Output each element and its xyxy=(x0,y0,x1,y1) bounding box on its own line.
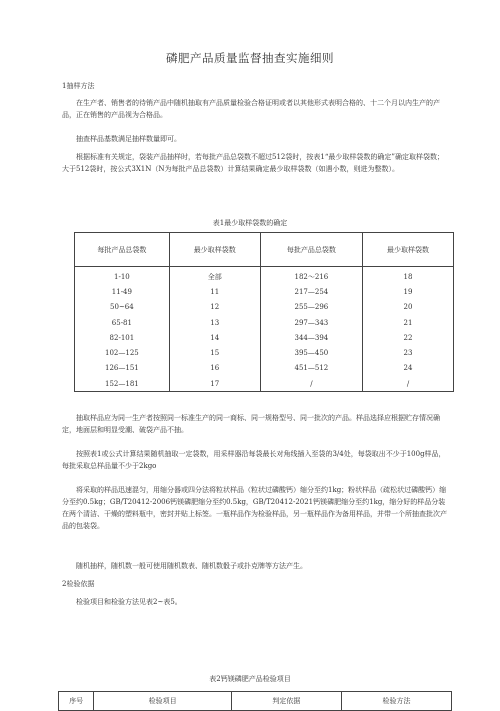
paragraph: 抽查样品基数满足抽样数量即可。 xyxy=(76,135,181,143)
table-2 xyxy=(58,691,452,711)
paragraph: 随机抽样，随机数一般可使用随机数表、随机数骰子或扑克牌等方法产生。 xyxy=(76,562,307,570)
table-cell: 152—181 xyxy=(75,376,170,392)
table-cell: 395—450 xyxy=(260,345,362,360)
table-cell: 255—296 xyxy=(260,300,362,315)
table-header-row xyxy=(59,692,452,711)
table-header-cell: 序号 xyxy=(59,692,94,711)
table-row xyxy=(75,300,454,315)
table-cell: 1-10 xyxy=(75,267,170,285)
table-cell: 20 xyxy=(363,300,454,315)
table-1-caption: 表1最少取样袋数的确定 xyxy=(212,219,288,227)
table-cell: / xyxy=(363,376,454,392)
paragraph: 检验项目和检验方法见表2~表5。 xyxy=(76,598,182,606)
table-cell: 297—343 xyxy=(260,315,362,330)
paragraph: 根据标准有关规定，袋装产品抽样时，若每批产品总袋数不超过512袋时，按表1“最少取样袋数的确定”确定取样袋数；大于512袋时，按公式3X1N（N为每批产品总袋数）计算结果确定最少取样袋数（如遇小数，则进为整数）。 xyxy=(62,153,444,173)
table-header-cell: 检验方法 xyxy=(341,692,451,711)
table-cell: 451—512 xyxy=(260,361,362,376)
table-cell: 126—151 xyxy=(75,361,170,376)
table-cell: 182～216 xyxy=(260,267,362,285)
table-cell: 17 xyxy=(169,376,260,392)
table-row xyxy=(75,345,454,360)
table-cell: 全部 xyxy=(169,267,260,285)
table-cell: 18 xyxy=(363,267,454,285)
table-cell: 14 xyxy=(169,330,260,345)
table-cell: 24 xyxy=(363,361,454,376)
table-cell: 12 xyxy=(169,300,260,315)
paragraph: 将采取的样品迅速混匀，用缩分器或四分法将粒状样品（粒状过磷酸钙）缩分至约1kg；粉状样品（疏松状过磷酸钙）缩分至约0.5kg；GB/T20412-2006钙镁磷肥缩分至约0.5kg，GB/T20412-2021钙镁磷肥缩分至约1kg，缩分好的样品分装在两个清洁、干燥的塑料瓶中，密封并贴上标签。一瓶样品作为检验样品，另一瓶样品作为备用样品，并带一个所抽查批次产品的包装袋。 xyxy=(62,486,447,530)
table-cell: 15 xyxy=(169,345,260,360)
table-cell: 217—254 xyxy=(260,284,362,299)
paragraph: 抽取样品应为同一生产者按照同一标准生产的同一商标、同一规格型号、同一批次的产品。样品选择应根据贮存情况确定，地面层和明显受潮、破袋产品不抽。 xyxy=(62,414,440,434)
table-row xyxy=(75,361,454,376)
table-header-row xyxy=(75,233,454,267)
paragraph: 按照表1或公式计算结果随机抽取一定袋数，用采样器沿每袋最长对角线插入至袋的3/4处，每袋取出不少于100g样品，每批采取总样品量不少于2kgo xyxy=(62,450,446,470)
table-cell: 21 xyxy=(363,315,454,330)
table-cell: 11-49 xyxy=(75,284,170,299)
table-row xyxy=(75,267,454,285)
table-2-caption: 表2钙镁磷肥产品检验项目 xyxy=(209,675,291,683)
table-cell: 102—125 xyxy=(75,345,170,360)
table-header-cell: 检验项目 xyxy=(94,692,232,711)
table-header-cell: 判定依据 xyxy=(231,692,341,711)
table-row xyxy=(75,330,454,345)
table-cell: 23 xyxy=(363,345,454,360)
page-title: 磷肥产品质量监督抽查实施细则 xyxy=(166,51,334,65)
section-1-heading: 1抽样方法 xyxy=(62,82,95,90)
table-cell: 19 xyxy=(363,284,454,299)
paragraph: 在生产者、销售者的待销产品中随机抽取有产品质量检验合格证明或者以其他形式表明合格的、十二个月以内生产的产品，正在销售的产品视为合格品。 xyxy=(62,99,440,119)
section-2-heading: 2检验依据 xyxy=(62,580,95,588)
table-1 xyxy=(74,232,454,392)
table-header-cell: 每批产品总袋数 xyxy=(75,233,170,267)
table-cell: 50~64 xyxy=(75,300,170,315)
table-cell: 22 xyxy=(363,330,454,345)
table-cell: 13 xyxy=(169,315,260,330)
table-cell: 344—394 xyxy=(260,330,362,345)
table-header-cell: 最少取样袋数 xyxy=(363,233,454,267)
table-header-cell: 最少取样袋数 xyxy=(169,233,260,267)
table-cell: / xyxy=(260,376,362,392)
table-header-cell: 每批产品总袋数 xyxy=(260,233,362,267)
table-row xyxy=(75,315,454,330)
table-cell: 16 xyxy=(169,361,260,376)
table-cell: 82-101 xyxy=(75,330,170,345)
table-row xyxy=(75,284,454,299)
table-cell: 65-81 xyxy=(75,315,170,330)
table-row xyxy=(75,376,454,392)
table-cell: 11 xyxy=(169,284,260,299)
